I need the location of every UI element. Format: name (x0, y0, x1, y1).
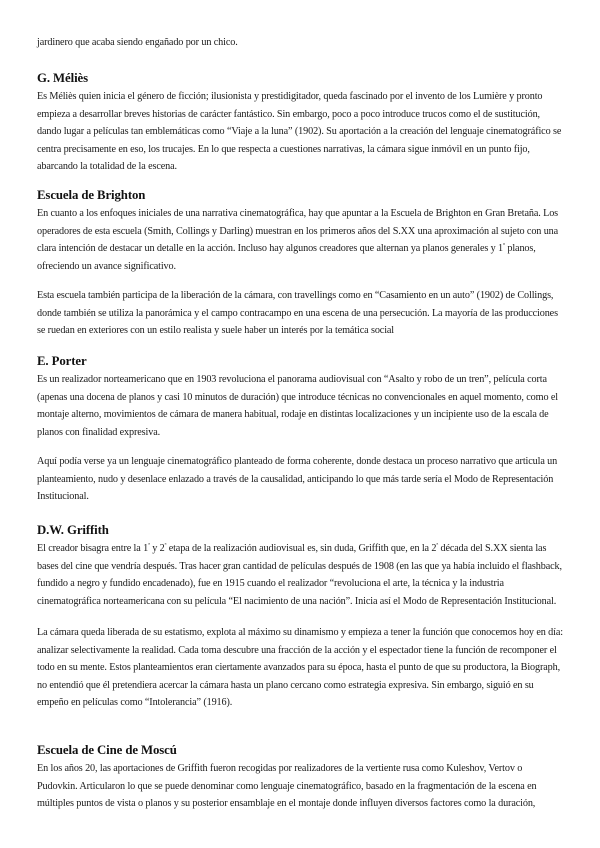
paragraph-moscu: En los años 20, las aportaciones de Griffith fueron recogidas por realizadores de la vertiente rusa como Kuleshov, Vertov o Pudovkin. Articularon lo que se puede denominar como lenguaje cinematográfico, basado en la fragmentación de la escena en múltiples puntos de vista o planos y su posterior ensamblaje en el montaje donde influyen diversos factores como la duración, (37, 763, 537, 810)
heading-moscu: Escuela de Cine de Moscú (37, 743, 177, 757)
paragraph-porter-1: Es un realizador norteamericano que en 1903 revoluciona el panorama audiovisual con “Asalto y robo de un tren”, película corta (apenas una docena de planos y casi 10 minutos de duración) que introduce técnicas no convencionales en aquel momento, como el montaje alterno, movimientos de cámara de manera habitual, rodaje en distintas localizaciones y un incipiente uso de la escala de planos con finalidad expresiva. (37, 374, 558, 438)
ordinal-superscript: ª (148, 542, 150, 549)
text-segment: década del S.XX sienta las bases del cine que vendría después. Tras hacer gran cantidad de películas después de 1908 (en las que ya había incluido el flashback, fundido a negro y fundido encadenado), fue en 1915 cuando el realizador “revoluciona el arte, la técnica y la industria cinematográfica norteamericana con su película “El nacimiento de una nación”. Inicia así el Modo de Representación Institucional. (37, 543, 562, 607)
intro-paragraph: jardinero que acaba siendo engañado por un chico. (37, 37, 238, 48)
text-segment: etapa de la realización audiovisual es, sin duda, Griffith que, en la 2 (166, 543, 437, 554)
paragraph-brighton-1 (37, 205, 563, 275)
heading-porter: E. Porter (37, 354, 87, 368)
paragraph-porter-2: Aquí podía verse ya un lenguaje cinematográfico planteado de forma coherente, donde destaca un proceso narrativo que articula un planteamiento, nudo y desenlace enlazado a través de la causalidad, anticipando lo que más tarde sería el Modo de Representación Institucional. (37, 456, 558, 503)
ordinal-superscript: ª (164, 542, 167, 549)
text-segment: y 2 (149, 543, 165, 554)
ordinal-superscript: ª (436, 542, 439, 549)
paragraph-griffith-1 (37, 540, 563, 610)
text-segment: planos, ofreciendo un avance significativo. (37, 243, 536, 272)
ordinal-superscript: º (503, 242, 505, 250)
heading-griffith: D.W. Griffith (37, 523, 109, 537)
text-segment: El creador bisagra entre la 1 (37, 543, 149, 554)
heading-melies: G. Méliès (37, 71, 88, 85)
text-segment: En cuanto a los enfoques iniciales de una narrativa cinematográfica, hay que apuntar a la Escuela de Brighton en Gran Bretaña. Los operadores de esta escuela (Smith, Collings y Darling) muestran en los primeros años del S.XX una aproximación al sujeto con una clara intención de destacar un detalle en la acción. Incluso hay algunos creadores que alternan ya planos generales y 1 (37, 208, 559, 255)
heading-brighton: Escuela de Brighton (37, 188, 146, 202)
paragraph-brighton-2: Esta escuela también participa de la liberación de la cámara, con travellings como en “Casamiento en un auto” (1902) de Collings, donde también se utiliza la panorámica y el campo contracampo en una escena de una persecución. La mayoría de las producciones se ruedan en exteriores con un estilo realista y suele haber un interés por la temática social (37, 290, 558, 337)
paragraph-griffith-2: La cámara queda liberada de su estatismo, explota al máximo su dinamismo y empieza a tener la función que conocemos hoy en día: analizar selectivamente la realidad. Cada toma descubre una fracción de la acción y el espectador tiene la función de recomponer el todo en su mente. Estos planteamientos eran ciertamente avanzados para su época, hasta el punto de que su productora, la Biograph, no entendió que él pretendiera acercar la cámara hasta un plano cercano como estrategia expresiva. Sin embargo, siguió en su empeño en películas como “Intolerancia” (1916). (37, 627, 563, 709)
paragraph-melies: Es Méliès quien inicia el género de ficción; ilusionista y prestidigitador, queda fascinado por el invento de los Lumière y pronto empieza a desarrollar breves historias de carácter fantástico. Sin embargo, poco a poco introduce trucos como el de sustitución, dando lugar a películas tan emblemáticas como “Viaje a la luna” (1902). Su aportación a la creación del lenguaje cinematográfico se centra precisamente en eso, los trucajes. En lo que respecta a cuestiones narrativas, la cámara sigue inmóvil en un punto fijo, abarcando la totalidad de la escena. (37, 91, 562, 173)
